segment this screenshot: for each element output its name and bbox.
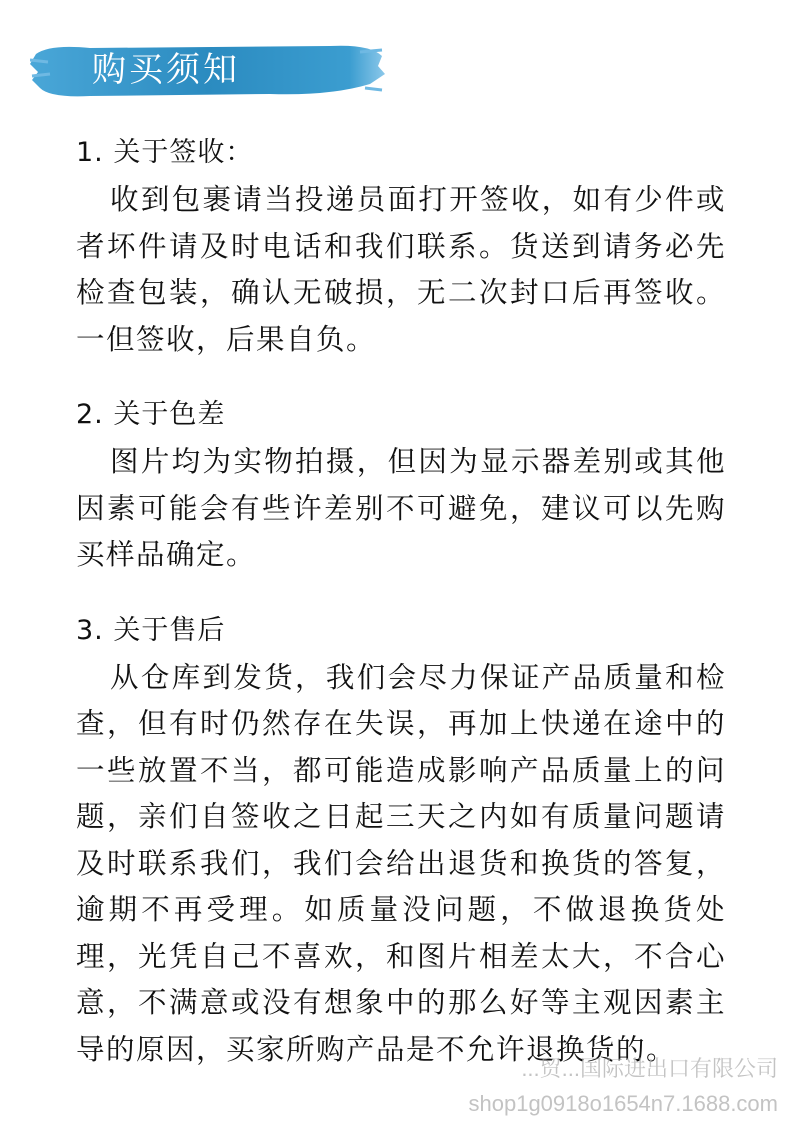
watermark-shop-url: shop1g0918o1654n7.1688.com	[468, 1091, 778, 1116]
section-heading: 1. 关于签收：	[76, 137, 254, 168]
section-heading: 2. 关于色差	[76, 399, 226, 430]
section-color-difference	[76, 397, 726, 579]
banner-title: 购买须知	[92, 50, 240, 90]
section-signing	[76, 135, 726, 363]
section-after-sales	[76, 613, 726, 1074]
section-body: 从仓库到发货，我们会尽力保证产品质量和检查，但有时仍然存在失误，再加上快递在途中的一些放置不当，都可能造成影响产品质量上的问题，亲们自签收之日起三天之内如有质量问题请及时联系我们，我们会给出退货和换货的答复，逾期不再受理。如质量没问题，不做退换货处理，光凭自己不喜欢，和图片相差太大，不合心意，不满意或没有想象中的那么好等主观因素主导的原因，买家所购产品是不允许退换货的。	[76, 660, 726, 1066]
section-heading: 3. 关于售后	[76, 614, 226, 646]
title-banner	[30, 40, 385, 100]
section-body: 收到包裹请当投递员面打开签收，如有少件或者坏件请及时电话和我们联系。货送到请务必先检查包装，确认无破损，无二次封口后再签收。一但签收，后果自负。	[76, 183, 726, 356]
notice-content	[76, 135, 726, 1107]
section-body: 图片均为实物拍摄，但因为显示器差别或其他因素可能会有些许差别不可避免，建议可以先购买样品确定。	[76, 445, 726, 571]
watermark-company: ...贸...国际进出口有限公司	[521, 1056, 778, 1081]
